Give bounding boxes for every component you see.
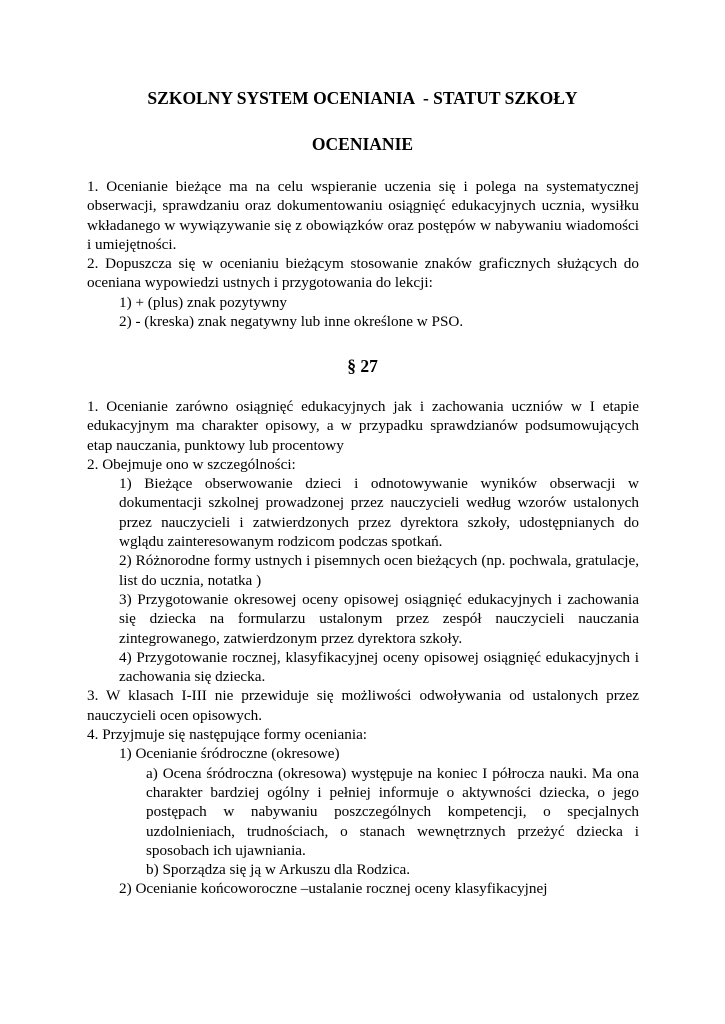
list-item-27-2-2: 2) Różnorodne formy ustnych i pisemnych ocen bieżących (np. pochwala, gratulacje, list do ucznia, notatka ) — [119, 552, 639, 589]
list-item-minus-sign: 2) - (kreska) znak negatywny lub inne określone w PSO. — [119, 313, 464, 331]
paragraph-27-3: 3. W klasach I-III nie przewiduje się możliwości odwoływania od ustalonych przez nauczycieli ocen opisowych. — [87, 687, 639, 724]
list-item-plus-sign: 1) + (plus) znak pozytywny — [119, 293, 287, 311]
paragraph-27-4: 4. Przyjmuje się następujące formy oceniania: — [87, 726, 368, 744]
section-heading-paragraph-27: § 27 — [347, 356, 378, 376]
section-heading-ocenianie: OCENIANIE — [311, 134, 414, 154]
list-item-27-2-1: 1) Bieżące obserwowanie dzieci i odnotowywanie wyników obserwacji w dokumentacji szkolnej prowadzonej przez nauczycieli według wzorów ustalonych przez nauczycieli i zatwierdzonych przez dyrektora szkoły, udostępnianych do wglądu zainteresowanym rodzicom podczas spotkań. — [119, 475, 639, 551]
list-item-27-4-1-b: b) Sporządza się ją w Arkuszu dla Rodzica. — [146, 861, 411, 879]
paragraph-ocenianie-1: 1. Ocenianie bieżące ma na celu wspieranie uczenia się i polega na systematycznej obserwacji, sprawdzaniu oraz dokumentowaniu osiągnięć edukacyjnych ucznia, wysiłku wkładanego w wywiązywanie się z obowiązków oraz postępów w nabywaniu wiadomości i umiejętności. — [87, 178, 639, 253]
list-item-27-4-1-a: a) Ocena śródroczna (okresowa) występuje na koniec I półrocza nauki. Ma ona charakter bardziej ogólny i pełniej informuje o aktywności dziecka, o jego postępach w nabywaniu poszczególnych kompetencji, o specjalnych uzdolnieniach, trudnościach, o stanach wewnętrznych przeżyć dziecka i sposobach ich ujawniania. — [146, 764, 639, 859]
document-title: SZKOLNY SYSTEM OCENIANIA - STATUT SZKOŁY — [147, 88, 578, 108]
paragraph-27-1: 1. Ocenianie zarówno osiągnięć edukacyjnych jak i zachowania uczniów w I etapie edukacyjnym ma charakter opisowy, a w przypadku sprawdzianów podsumowujących etap nauczania, punktowy lub procentowy — [87, 398, 639, 454]
paragraph-27-2: 2. Obejmuje ono w szczególności: — [87, 455, 296, 473]
paragraph-ocenianie-2: 2. Dopuszcza się w ocenianiu bieżącym stosowanie znaków graficznych służących do oceniana wypowiedzi ustnych i przygotowania do lekcji: — [87, 255, 639, 292]
section-ocenianie-body — [87, 177, 639, 331]
list-item-27-2-3: 3) Przygotowanie okresowej oceny opisowej osiągnięć edukacyjnych i zachowania się dziecka na formularzu ustalonym przez zespół nauczycieli nauczania zintegrowanego, zatwierdzonym przez dyrektora szkoły. — [119, 590, 639, 647]
list-item-27-2-4: 4) Przygotowanie rocznej, klasyfikacyjnej oceny opisowej osiągnięć edukacyjnych i zachowania się dziecka. — [119, 648, 639, 686]
list-item-27-4-2: 2) Ocenianie końcoworoczne –ustalanie rocznej oceny klasyfikacyjnej — [119, 880, 548, 898]
list-item-27-4-1: 1) Ocenianie śródroczne (okresowe) — [119, 745, 340, 763]
section-27-body — [87, 397, 639, 899]
